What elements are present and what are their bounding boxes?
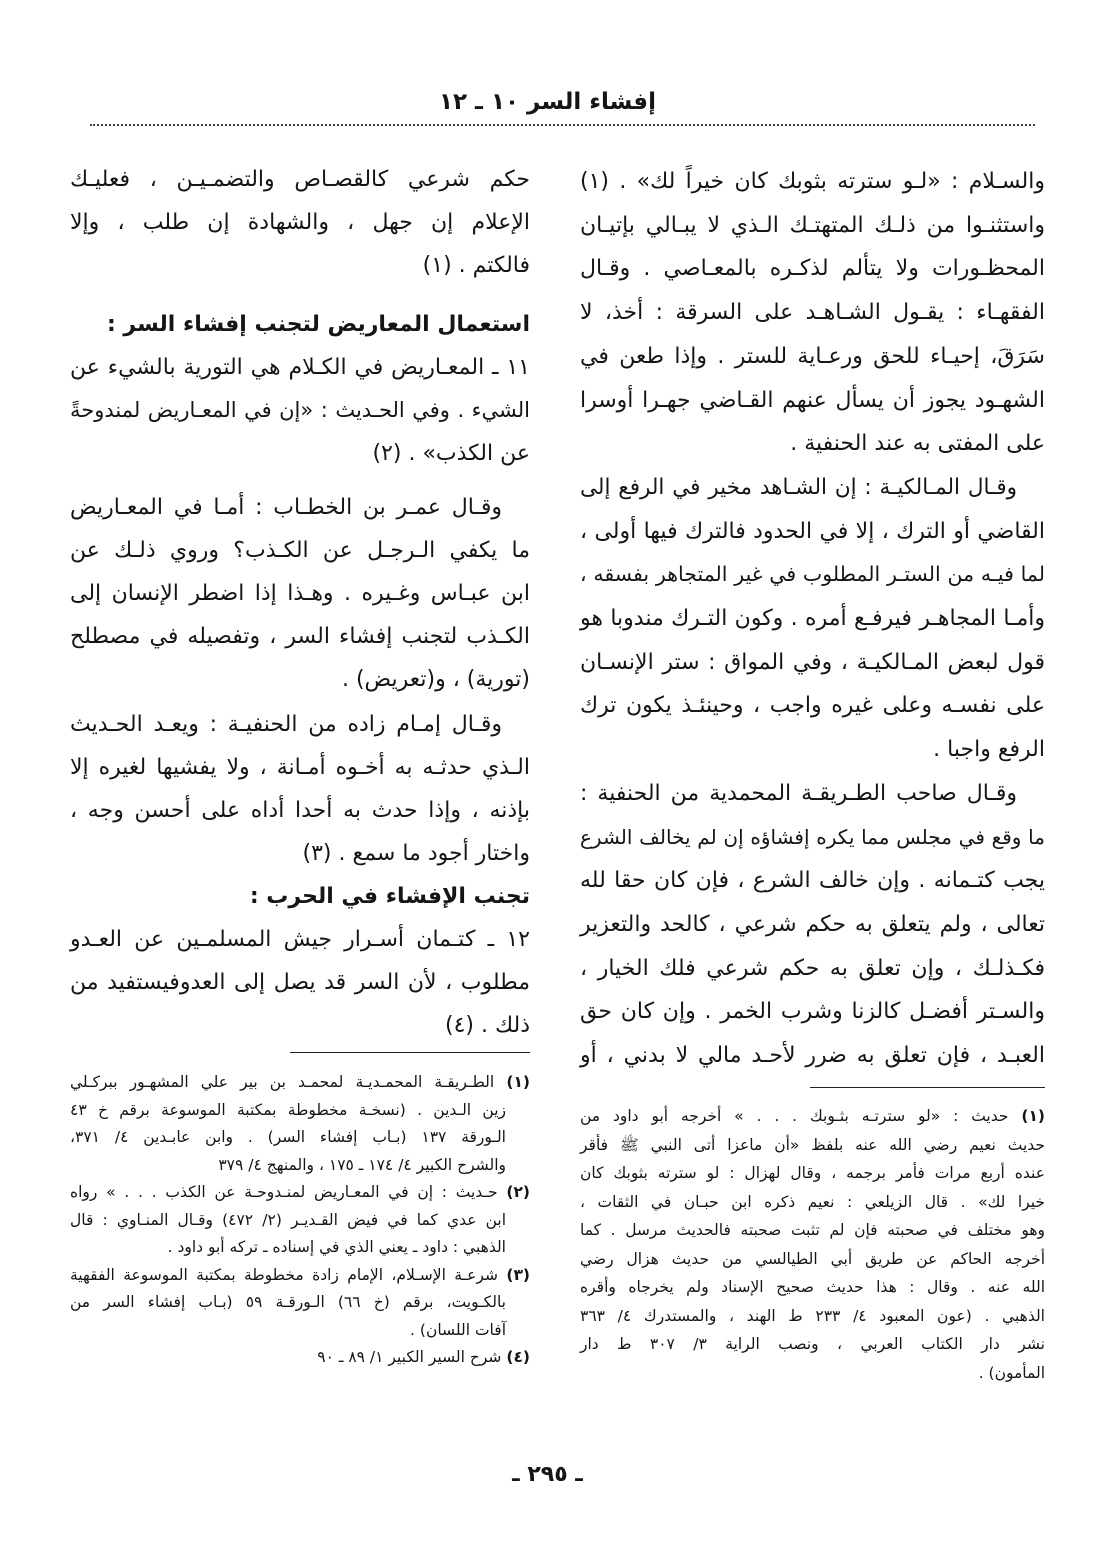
section-heading: استعمال المعاريض لتجنب إفشاء السر :: [106, 312, 530, 337]
footnote-line: بالكـويت، برقم (خ ٦٦) الـورقـة ٥٩ (بـاب إفشاء السر من: [70, 1293, 506, 1311]
footnote-line: الله عنه . وقال : هذا حديث صحيح الإسناد ولم يخرجاه وأقره: [580, 1278, 1045, 1296]
body-line: ما يكفي الـرجـل عن الكـذب؟ وروي ذلـك عن: [70, 538, 530, 563]
body-line: والسـلام : «لـو سترته بثوبك كان خيراً لك» . (١): [580, 169, 1045, 194]
body-line: الفقهـاء : يقـول الشـاهـد على السرقة : أخذ، لا: [580, 300, 1045, 326]
footnote-separator: [290, 1052, 530, 1053]
body-line: ذلك . (٤): [444, 1013, 530, 1038]
footnote-text: شرعـة الإسـلام، الإمام زادة مخطوطة بمكتبة الموسوعة الفقهية: [70, 1265, 498, 1284]
body-line: على المفتى به عند الحنفية .: [790, 431, 1045, 457]
footnote-line: الذهبي : داود ـ يعني الذي في إسناده ـ تركه أبو داود .: [167, 1238, 506, 1256]
footnote-number: (٤): [506, 1348, 530, 1366]
header-dotted-divider: [90, 124, 1035, 126]
body-line: العبـد ، فإن تعلق به ضرر لأحـد مالي لا بدني ، أو: [580, 1043, 1045, 1069]
footnote-line: [580, 1102, 1045, 1131]
footnote-number: (١): [506, 1073, 530, 1091]
body-line: بإذنه ، وإذا حدث به أحدا أداه على أحسن وجه ،: [70, 798, 530, 823]
body-line: ١٢ ـ كتـمان أسـرار جيش المسلمـين عن العـدو: [70, 927, 530, 952]
footnote-line: آفات اللسان) .: [410, 1320, 506, 1339]
body-line: حكم شرعي كالقصـاص والتضمـيـن ، فعليـك: [70, 167, 530, 192]
left-text-column: [70, 158, 530, 1047]
body-line: فكـذلـك ، وإن تعلق به حكم شرعي فلك الخيار ،: [580, 955, 1045, 981]
footnote-number: (٣): [506, 1265, 530, 1284]
body-line: ما وقع في مجلس مما يكره إفشاؤه إن لم يخالف الشرع: [580, 824, 1045, 849]
footnote-line: أخرجه الحاكم عن طريق أبي الطيالسي من حديث هزال رضي: [580, 1249, 1045, 1268]
body-line: (تورية) ، و(تعريض) .: [341, 667, 530, 692]
body-line: والسـتر أفضـل كالزنا وشرب الخمر . وإن كان حق: [580, 999, 1045, 1025]
footnote-line: [70, 1069, 530, 1097]
footnote-line: عنده أربع مرات فأمر برجمه ، وقال لهزال : لو سترته بثوبك كان: [580, 1164, 1045, 1182]
body-line: فالكتم . (١): [422, 253, 530, 278]
right-text-column: [580, 160, 1045, 1078]
body-line: على نفسـه وعلى غيره واجب ، وحينئـذ يكون ترك: [580, 693, 1045, 719]
body-line: تعالى ، ولم يتعلق به حكم شرعي ، كالحد والتعزير: [580, 911, 1045, 937]
footnote-text: حـديث : إن في المعـاريض لمنـدوحـة عن الكذب . . . » رواه: [70, 1183, 498, 1201]
body-line: الإعلام إن جهل ، والشهادة إن طلب ، وإلا: [70, 210, 530, 235]
body-line: المحظـورات ولا يتألم لذكـره بالمعـاصي . وقـال: [580, 256, 1045, 282]
body-line: يجب كتـمانه . وإن خالف الشرع ، فإن كان حقا لله: [580, 868, 1045, 894]
body-line: واستثنـوا من ذلـك المتهتـك الـذي لا يبـالي بإتيـان: [580, 212, 1045, 238]
body-line: عن الكذب» . (٢): [372, 441, 530, 466]
footnote-text: شرح السير الكبير ١/ ٨٩ ـ ٩٠: [317, 1348, 502, 1366]
body-line: ١١ ـ المعـاريض في الكـلام هي التورية بالشيء عن: [70, 355, 530, 380]
right-footnotes: [580, 1102, 1045, 1387]
body-line: وقـال عمـر بن الخطـاب : أمـا في المعـاريض: [70, 495, 502, 520]
footnote-line: نشر دار الكتاب العربي ، ونصب الراية ٣/ ٣٠٧ ط دار: [580, 1335, 1045, 1353]
footnote-line: الذهبي . (عون المعبود ٤/ ٢٣٣ ط الهند ، والمستدرك ٤/ ٣٦٣: [580, 1306, 1045, 1325]
body-line: الرفع واجبا .: [933, 737, 1045, 763]
footnote-text: حديث : «لو سترتـه بثـوبك . . . » أخرجه أبو داود من: [580, 1107, 1009, 1125]
left-footnotes: [70, 1069, 530, 1372]
body-line: الشهـود يجوز أن يسأل عنهم القـاضي جهـرا أوسرا: [580, 387, 1045, 413]
footnote-line: المأمون) .: [978, 1363, 1045, 1382]
body-line: وقـال إمـام زاده من الحنفيـة : ويعـد الحـديث: [70, 712, 502, 737]
footnote-line: [70, 1262, 530, 1290]
footnote-line: خيرا لك» . قال الزيلعي : نعيم ذكره ابن حبـان في الثقات ،: [580, 1192, 1045, 1211]
footnote-line: [70, 1344, 530, 1372]
footnote-number: (٢): [506, 1183, 530, 1201]
body-line: ابن عبـاس وغـيره . وهـذا إذا اضطر الإنسان إلى: [70, 581, 530, 606]
footnote-text: الطـريقـة المحمـديـة لمحمـد بن بير علي المشهـور ببركـلي: [70, 1073, 495, 1091]
footnote-number: (١): [1021, 1107, 1046, 1125]
body-line: سَرَقَ، إحيـاء للحق ورعـاية للستر . وإذا طعن في: [580, 343, 1045, 369]
footnote-line: والشرح الكبير ٤/ ١٧٤ ـ ١٧٥ ، والمنهج ٤/ ٣٧٩: [218, 1155, 506, 1174]
footnote-separator: [810, 1087, 1045, 1088]
body-line: لما فيـه من الستـر المطلوب في غير المتجاهر بفسقه ،: [580, 562, 1045, 587]
footnote-line: زين الـدين . (نسخـة مخطوطة بمكتبة الموسوعة برقم خ ٤٣: [70, 1100, 506, 1119]
body-line: الكـذب لتجنب إفشاء السر ، وتفصيله في مصطلح: [70, 624, 530, 649]
section-heading: تجنب الإفشاء في الحرب :: [249, 884, 530, 909]
body-line: واختار أجود ما سمع . (٣): [302, 841, 530, 866]
body-line: قول لبعض المـالكيـة ، وفي المواق : ستر الإنسـان: [580, 649, 1045, 675]
footnote-line: [70, 1179, 530, 1207]
body-line: القاضي أو الترك ، إلا في الحدود فالترك فيها أولى ،: [580, 518, 1045, 544]
footnote-line: وهو مختلف في صحبته فإن لم تثبت صحبته فالحديث مرسل . كما: [580, 1221, 1045, 1239]
body-line: وقـال المـالكيـة : إن الشـاهد مخير في الرفع إلى: [580, 474, 1017, 500]
body-line: وأمـا المجاهـر فيرفـع أمره . وكون التـرك مندوبا هو: [580, 606, 1045, 632]
body-line: الـذي حدثـه به أخـوه أمـانة ، ولا يفشيها لغيره إلا: [70, 755, 530, 780]
page-number: ـ ٢٩٥ ـ: [512, 1462, 583, 1487]
page-header-title: إفشاء السر ١٠ ـ ١٢: [438, 89, 657, 115]
body-line: الشيء . وفي الحـديث : «إن في المعـاريض لمندوحةً: [70, 398, 530, 422]
footnote-line: الـورقة ١٣٧ (بـاب إفشاء السر) . وابن عابـدين ٤/ ٣٧١،: [70, 1128, 506, 1146]
body-line: وقـال صاحب الطـريقـة المحمدية من الحنفية :: [580, 780, 1017, 806]
footnote-line: حديث نعيم رضي الله عنه بلفظ «أن ماعزا أتى النبي ﷺ فأقر: [580, 1135, 1045, 1154]
footnote-line: ابن عدي كما في فيض القـديـر (٢/ ٤٧٢) وقـال المنـاوي : قال: [70, 1210, 507, 1229]
body-line: مطلوب ، لأن السر قد يصل إلى العدوفيستفيد من: [70, 970, 530, 995]
